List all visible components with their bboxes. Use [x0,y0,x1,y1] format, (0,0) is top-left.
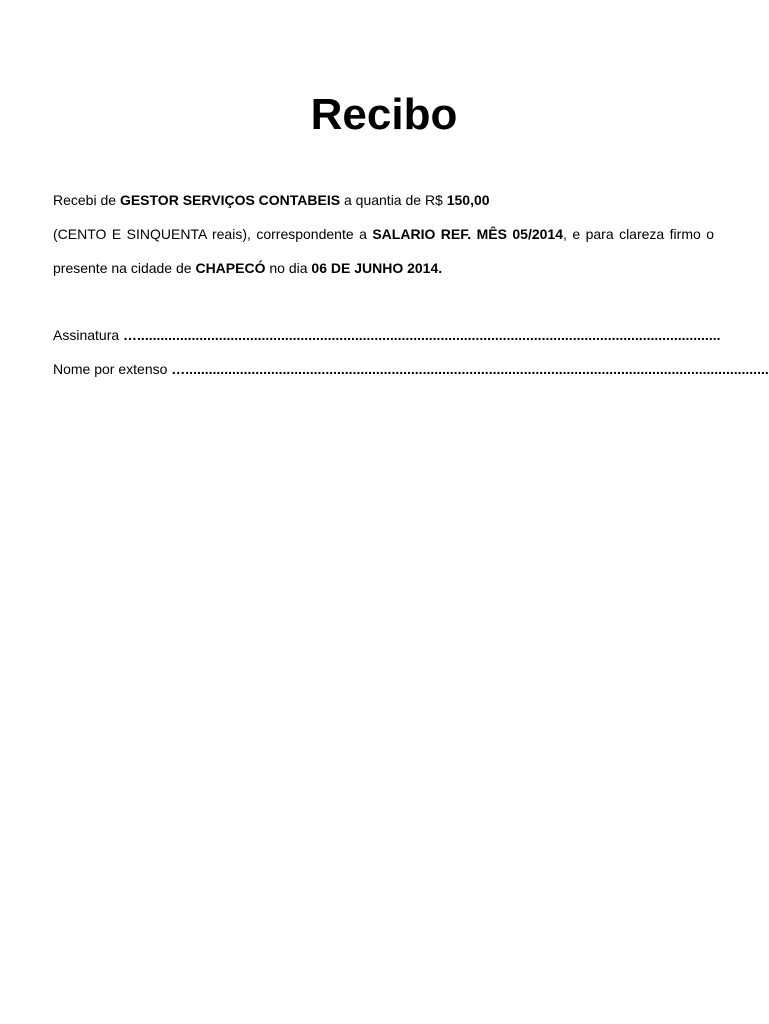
text-received-from: Recebi de [53,192,120,208]
payment-reference: SALARIO REF. MÊS 05/2014 [372,226,563,242]
full-name-line [53,352,769,386]
text-in-city: presente na cidade de [53,260,196,276]
text-amount-in-words: (CENTO E SINQUENTA reais), correspondente a [53,226,373,242]
paragraph-line-2 [53,217,714,251]
payer-name: GESTOR SERVIÇOS CONTABEIS [119,192,341,208]
receipt-paragraph [53,183,714,285]
text-amount-of: a quantia de R$ [340,192,447,208]
paragraph-line-1 [53,183,714,217]
paragraph-line-3 [53,251,714,285]
amount-value: 150,00 [446,192,490,208]
signature-line [53,318,721,352]
document-title: Recibo [310,90,458,139]
text-clarity: , e para clareza firmo o [563,226,715,242]
signature-label: Assinatura [53,327,124,343]
receipt-date: 06 DE JUNHO 2014. [311,260,443,276]
signature-dotted-line: …...................................................................................................................................................... [123,327,721,343]
city-name: CHAPECÓ [195,260,266,276]
text-on-day: no dia [265,260,312,276]
full-name-label: Nome por extenso [53,361,172,377]
full-name-dotted-line: …...................................................................................................................................................... [171,361,769,377]
